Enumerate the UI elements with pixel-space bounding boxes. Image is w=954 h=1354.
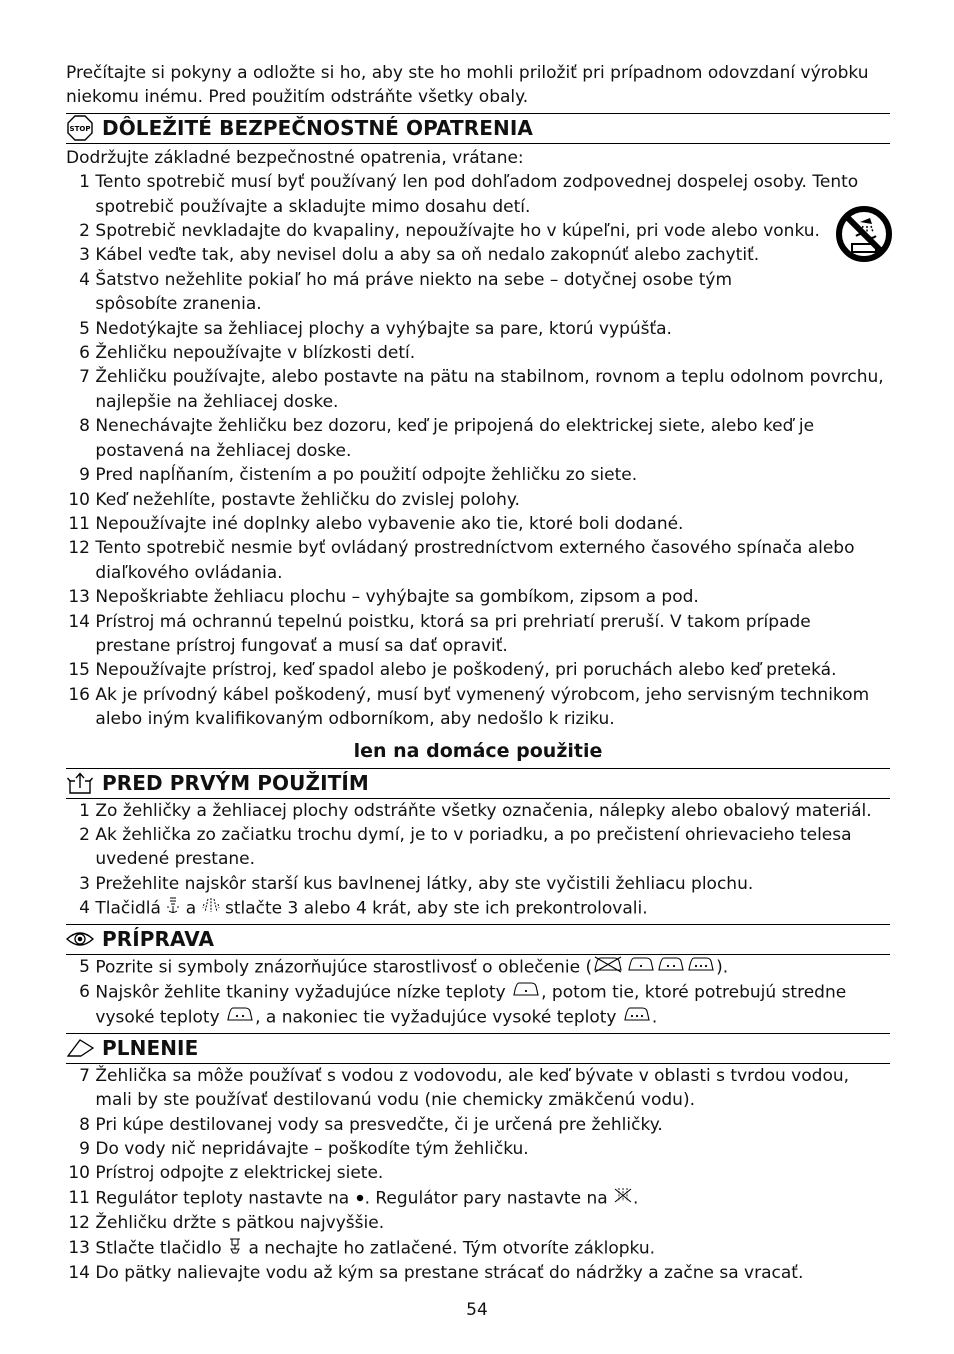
item-number: 8 <box>79 1114 90 1135</box>
item-number: 4 <box>79 269 90 290</box>
item-number: 5 <box>79 956 90 977</box>
page-number: 54 <box>466 1300 488 1320</box>
list-item <box>66 243 890 267</box>
list-item <box>66 268 890 317</box>
item-text: Ak je prívodný kábel poškodený, musí byť vymenený výrobcom, jeho servisným technikom alebo iným kvalifikovaným odborníkom, aby nedošlo k riziku. <box>95 684 870 730</box>
steam-burst-icon <box>202 896 220 921</box>
item-text <box>95 955 890 980</box>
safety-header <box>66 113 890 144</box>
item-text: Nedotýkajte sa žehliacej plochy a vyhýbajte sa pare, ktorú vypúšťa. <box>95 318 672 339</box>
list-item <box>66 414 890 463</box>
item-text: Keď nežehlíte, postavte žehličku do zvislej polohy. <box>95 489 520 510</box>
item-text: Nenechávajte žehličku bez dozoru, keď je pripojená do elektrickej siete, alebo keď je postavená na žehliacej doske. <box>95 416 815 461</box>
iron-low-icon <box>511 980 541 1005</box>
list-item <box>66 658 890 682</box>
list-item <box>66 872 890 896</box>
item-number: 9 <box>79 1139 90 1160</box>
item-text-part: stlačte 3 alebo 4 krát, aby ste ich prekontrolovali. <box>224 898 648 919</box>
item-number: 14 <box>68 611 90 632</box>
list-item <box>66 799 890 823</box>
item-text-part: Stlačte tlačidlo <box>95 1238 222 1259</box>
item-text: Žehličku používajte, alebo postavte na pätu na stabilnom, rovnom a teplu odolnom povrchu, najlepšie na žehliacej doske. <box>95 367 884 412</box>
item-text-part: Najskôr žehlite tkaniny vyžadujúce nízke teploty <box>95 982 506 1003</box>
list-item <box>66 1211 890 1235</box>
first-use-list <box>66 799 890 922</box>
item-number: 10 <box>68 1163 90 1184</box>
item-text-part: , potom tie, ktoré potrebujú stredne vysoké teploty <box>95 982 847 1029</box>
item-number: 7 <box>79 1065 90 1086</box>
item-text: Prístroj odpojte z elektrickej siete. <box>95 1163 384 1184</box>
list-item <box>66 610 890 659</box>
item-text-part: Tlačidlá <box>95 898 161 919</box>
intro-text: Prečítajte si pokyny a odložte si ho, aby ste ho mohli priložiť pri prípadnom odovzdaní výrobku niekomu inému. Pred použitím odstráňte všetky obaly. <box>66 63 869 108</box>
list-item <box>66 1137 890 1161</box>
first-use-header <box>66 768 890 799</box>
item-text-part: a <box>185 898 197 919</box>
list-item <box>66 536 890 585</box>
item-text <box>95 1236 890 1261</box>
no-shower-icon <box>836 206 892 262</box>
item-number: 13 <box>68 587 90 608</box>
item-number: 16 <box>68 684 90 705</box>
list-item <box>66 170 890 219</box>
item-text: Tento spotrebič nesmie byť ovládaný prostredníctvom externého časového spínača alebo diaľkového ovládania. <box>95 538 855 583</box>
prep-title: PRÍPRAVA <box>102 926 215 951</box>
unpack-box-icon <box>66 771 94 795</box>
item-number: 11 <box>68 1187 90 1208</box>
list-item <box>66 1113 890 1137</box>
list-item <box>66 823 890 872</box>
eye-icon <box>66 927 94 951</box>
item-number: 3 <box>79 873 90 894</box>
item-text: Do pätky nalievajte vodu až kým sa prestane strácať do nádržky a začne sa vracať. <box>95 1263 804 1284</box>
item-number: 4 <box>79 898 90 919</box>
item-text: Šatstvo nežehlite pokiaľ ho má práve niekto na sebe – dotyčnej osobe tým spôsobíte zranenia. <box>95 269 733 315</box>
spray-button-icon <box>166 896 180 921</box>
list-item <box>66 1236 890 1261</box>
list-item <box>66 219 890 243</box>
item-text <box>95 1186 890 1211</box>
item-number: 12 <box>68 538 90 559</box>
item-number: 6 <box>79 982 90 1002</box>
list-item <box>66 341 890 365</box>
item-number: 15 <box>68 660 90 681</box>
item-text-part: , a nakoniec tie vyžadujúce vysoké teploty <box>255 1008 617 1029</box>
item-text: Prístroj má ochrannú tepelnú poistku, ktorá sa pri prehriatí preruší. V takom prípade prestane prístroj fungovať a musí sa dať opraviť. <box>95 611 811 656</box>
item-text: Pred napĺňaním, čistením a po použití odpojte žehličku zo siete. <box>95 465 638 486</box>
item-number: 6 <box>79 343 90 364</box>
list-item <box>66 683 890 732</box>
lid-release-button-icon <box>227 1236 243 1261</box>
item-text-part: Regulátor teploty nastavte na <box>95 1188 350 1209</box>
item-text: Tento spotrebič musí byť používaný len pod dohľadom zodpovednej dospelej osoby. Tento spotrebič používajte a skladujte mimo dosahu detí. <box>95 172 859 217</box>
manual-page <box>66 61 890 1285</box>
item-number: 8 <box>79 416 90 437</box>
no-iron-icon <box>592 955 624 980</box>
water-tank-icon <box>66 1036 94 1060</box>
item-text-part: . <box>651 1008 658 1029</box>
item-number: 9 <box>79 465 90 486</box>
prep-list <box>66 955 890 1031</box>
list-item <box>66 488 890 512</box>
item-number: 10 <box>68 489 90 510</box>
safety-list <box>66 170 890 731</box>
item-text <box>95 980 890 1031</box>
list-item <box>66 1161 890 1185</box>
item-text: Pri kúpe destilovanej vody sa presvedčte, či je určená pre žehličky. <box>95 1114 663 1135</box>
safety-title: DÔLEŽITÉ BEZPEČNOSTNÉ OPATRENIA <box>102 116 533 141</box>
list-item <box>66 955 890 980</box>
first-use-title: PRED PRVÝM POUŽITÍM <box>102 770 369 795</box>
list-item <box>66 317 890 341</box>
item-number: 3 <box>79 245 90 266</box>
item-number: 11 <box>68 513 90 534</box>
no-steam-icon <box>613 1186 633 1211</box>
stop-icon <box>66 116 94 140</box>
domestic-use-note: len na domáce použitie <box>353 739 603 762</box>
item-number: 7 <box>79 367 90 388</box>
list-item <box>66 365 890 414</box>
item-text: Ak žehlička zo začiatku trochu dymí, je to v poriadku, a po prečistení ohrievacieho telesa uvedené prestane. <box>95 824 852 870</box>
item-number: 1 <box>79 172 90 193</box>
stop-icon-text: STOP <box>69 125 91 134</box>
iron-medium-icon <box>225 1005 255 1030</box>
list-item <box>66 896 890 921</box>
item-text-part: . Regulátor pary nastavte na <box>364 1188 608 1209</box>
prep-header <box>66 924 890 955</box>
item-number: 13 <box>68 1237 90 1258</box>
list-item <box>66 1261 890 1285</box>
dot-setting-icon <box>355 1186 365 1210</box>
iron-high-icon <box>622 1005 652 1030</box>
item-number: 5 <box>79 318 90 339</box>
item-text: Spotrebič nevkladajte do kvapaliny, nepoužívajte ho v kúpeľni, pri vode alebo vonku. <box>95 221 820 242</box>
list-item <box>66 585 890 609</box>
item-text: Kábel veďte tak, aby nevisel dolu a aby sa oň nedalo zakopnúť alebo zachytiť. <box>95 245 760 266</box>
safety-lead: Dodržujte základné bezpečnostné opatrenia, vrátane: <box>66 147 524 168</box>
item-text: Do vody nič nepridávajte – poškodíte tým žehličku. <box>95 1139 529 1160</box>
fill-title: PLNENIE <box>102 1036 199 1061</box>
item-text <box>95 896 890 921</box>
item-text: Zo žehličky a žehliacej plochy odstráňte všetky označenia, nálepky alebo obalový materiál. <box>95 800 872 821</box>
list-item <box>66 1186 890 1211</box>
item-text-part: a nechajte ho zatlačené. Tým otvoríte záklopku. <box>248 1238 656 1259</box>
item-text: Žehlička sa môže používať s vodou z vodovodu, ale keď bývate v oblasti s tvrdou vodou, mali by ste používať destilovanú vodu (nie chemicky zmäkčenú vodu). <box>95 1065 850 1111</box>
list-item <box>66 512 890 536</box>
fill-list <box>66 1064 890 1286</box>
item-text-part: . <box>633 1188 639 1209</box>
item-text: Žehličku nepoužívajte v blízkosti detí. <box>95 343 416 364</box>
item-text: Nepoužívajte iné doplnky alebo vybavenie ako tie, ktoré boli dodané. <box>95 513 684 534</box>
iron-medium-icon <box>656 955 686 980</box>
fill-header <box>66 1033 890 1064</box>
list-item <box>66 1064 890 1113</box>
item-number: 1 <box>79 800 90 821</box>
item-text: Prežehlite najskôr starší kus bavlnenej látky, aby ste vyčistili žehliacu plochu. <box>95 873 754 894</box>
item-text-part: Pozrite si symboly znázorňujúce starostlivosť o oblečenie ( <box>95 957 593 978</box>
iron-high-icon <box>686 955 716 980</box>
item-text: Žehličku držte s pätkou najvyššie. <box>95 1213 385 1234</box>
iron-low-icon <box>626 955 656 980</box>
item-number: 14 <box>68 1263 90 1284</box>
item-text: Nepoškriabte žehliacu plochu – vyhýbajte sa gombíkom, zipsom a pod. <box>95 587 699 608</box>
list-item <box>66 980 890 1031</box>
list-item <box>66 463 890 487</box>
item-text: Nepoužívajte prístroj, keď spadol alebo je poškodený, pri poruchách alebo keď preteká. <box>95 660 837 681</box>
item-number: 2 <box>79 824 90 845</box>
item-number: 2 <box>79 221 90 242</box>
item-number: 12 <box>68 1213 90 1234</box>
item-text-part: ). <box>716 957 729 978</box>
